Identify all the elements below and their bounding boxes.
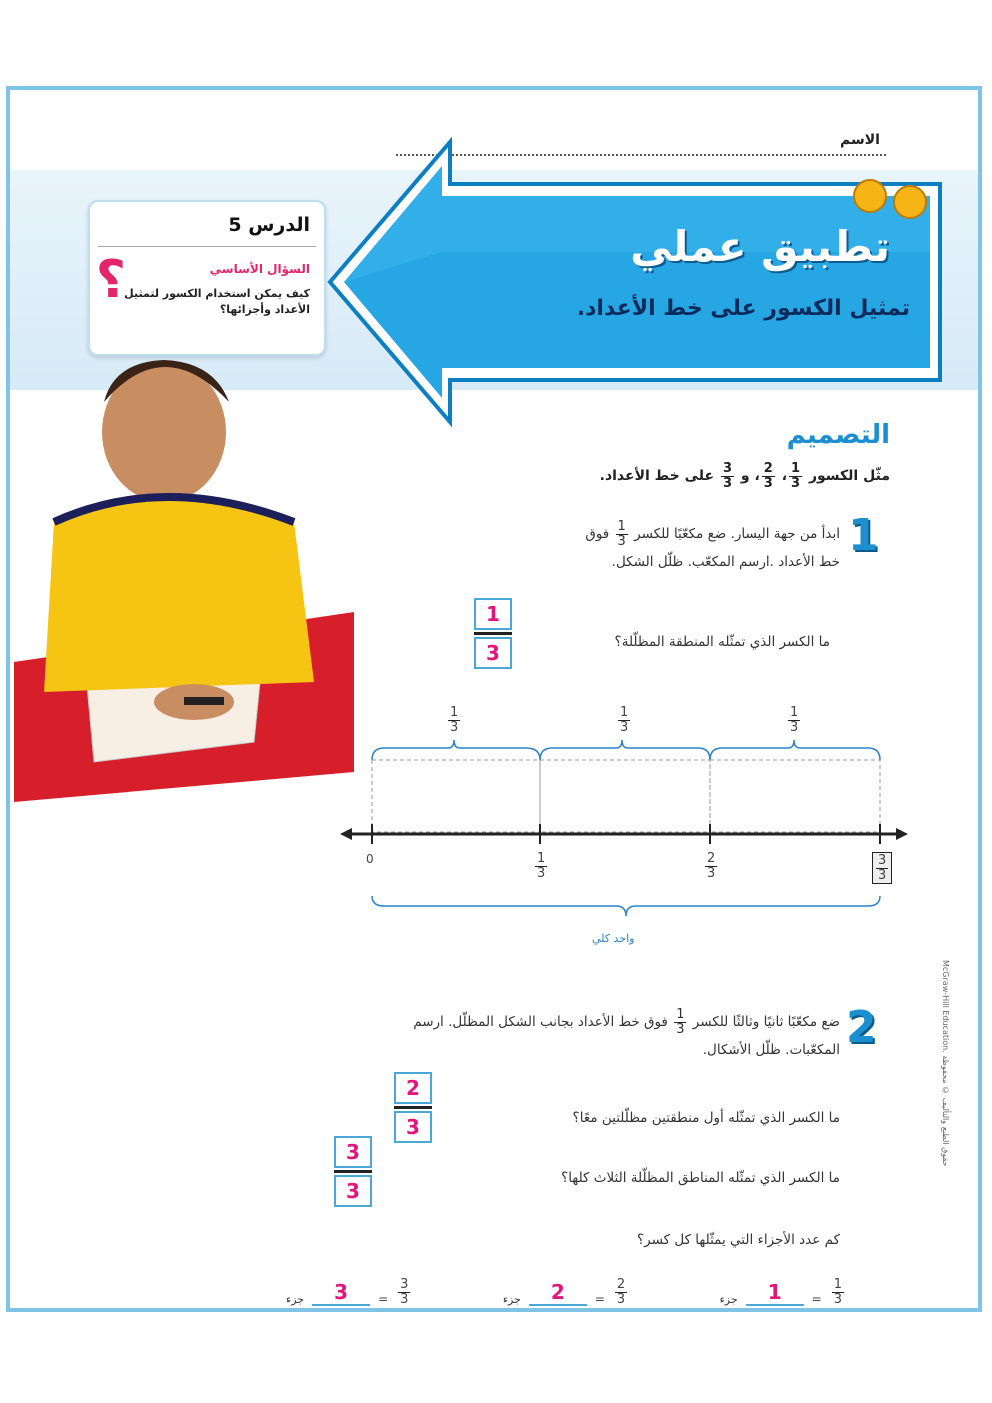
axis-label-one-third: $\frac{1}{3}$ [537,851,546,881]
essential-question-label: السؤال الأساسي [209,262,310,276]
axis-label-two-thirds: $\frac{2}{3}$ [707,851,716,881]
name-label: الاسم [840,132,880,148]
divider [98,246,316,247]
answer-denominator[interactable]: 3 [474,637,512,669]
part-answer-3[interactable]: 3 [312,1280,370,1306]
parts-row [286,1256,846,1306]
fraction-three-thirds: $\frac{3}{3}$ [722,461,732,491]
part-item-1: $\frac{1}{3}$ = 1 جزء [719,1277,842,1307]
copyright-side-text: McGraw-Hill Education. حقوق الطبع والتأليف © محفوظة [941,960,950,1167]
lesson-box [88,200,326,356]
top-fraction-1: $\frac{1}{3}$ [450,705,459,735]
step-2-question-3: كم عدد الأجزاء التي يمثّلها كل كسر؟ [636,1232,840,1248]
lesson-title: الدرس 5 [228,214,310,236]
part-answer-1[interactable]: 1 [746,1280,804,1306]
banner-subtitle: تمثيل الكسور على خط الأعداد. [576,296,910,321]
fraction-one-third: $\frac{1}{3}$ [791,461,801,491]
step-1-answer[interactable] [474,598,512,669]
fraction-two-thirds: $\frac{2}{3}$ [763,461,773,491]
step-1-question: ما الكسر الذي تمثّله المنطقة المظلّلة؟ [614,634,830,650]
banner-title: تطبيق عملي [630,222,890,271]
q2-numerator[interactable]: 3 [334,1136,372,1168]
top-fraction-3: $\frac{1}{3}$ [790,705,799,735]
number-line-diagram [336,700,916,950]
part-answer-2[interactable]: 2 [529,1280,587,1306]
section-title: التصميم [786,420,890,450]
boy-photo [14,322,374,802]
whole-label: واحد كلي [592,932,635,945]
step-2-question-2: ما الكسر الذي تمثّله المناطق المظلّلة الثلاث كلها؟ [561,1170,840,1186]
step-2-question-1: ما الكسر الذي تمثّله أول منطقتين مظلّلتين معًا؟ [572,1110,840,1126]
step-2-number: 2 [846,1002,877,1053]
q1-answer[interactable] [394,1072,432,1143]
step-1-text: ابدأ من جهة اليسار. ضع مكعّبًا للكسر $\frac{1}{3}$ فوق خط الأعداد .ارسم المكعّب. ظلّل الشكل. [585,519,840,570]
essential-question-text: كيف يمكن استخدام الكسور لتمثيل الأعداد وأجزائها؟ [124,287,310,316]
q1-numerator[interactable]: 2 [394,1072,432,1104]
answer-numerator[interactable]: 1 [474,598,512,630]
section-intro: مثّل الكسور $\frac{1}{3}$ ، $\frac{2}{3}$ ، و $\frac{3}{3}$ على خط الأعداد. [599,461,890,491]
part-item-2: $\frac{2}{3}$ = 2 جزء [502,1277,626,1307]
axis-label-zero: 0 [366,852,374,866]
step-1-number: 1 [848,510,879,561]
q1-denominator[interactable]: 3 [394,1111,432,1143]
step-2-text: ضع مكعّبًا ثانيًا وثالثًا للكسر $\frac{1}{3}$ فوق خط الأعداد بجانب الشكل المظلّل. ارسم المكعّبات. ظلّل الأشكال. [413,1007,840,1058]
q2-answer[interactable] [334,1136,372,1207]
top-fraction-2: $\frac{1}{3}$ [620,705,629,735]
question-mark-icon: ? [96,250,127,310]
q2-denominator[interactable]: 3 [334,1175,372,1207]
part-item-3: $\frac{3}{3}$ = 3 جزء [286,1277,409,1307]
banner-arrow [300,132,960,432]
axis-label-three-thirds: $\frac{3}{3}$ [872,852,892,884]
